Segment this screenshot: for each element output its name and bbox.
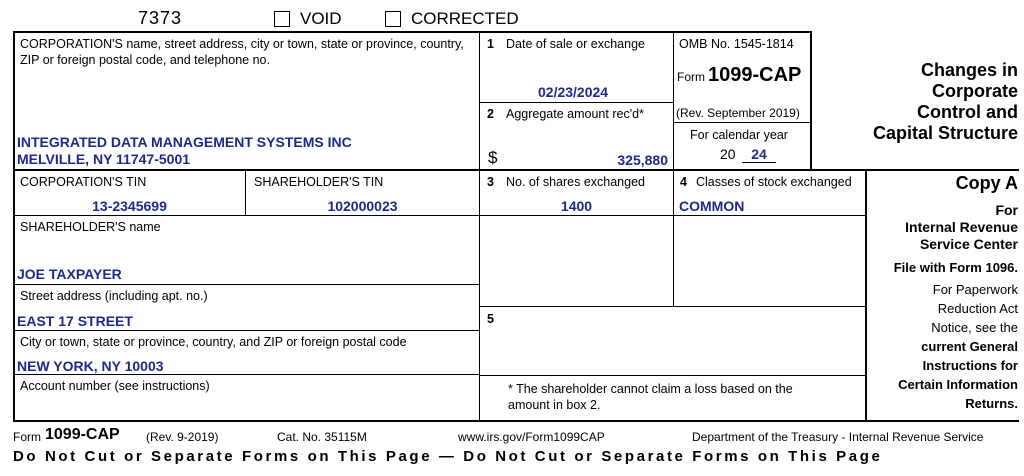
footnote-line-1: * The shareholder cannot claim a loss based on the bbox=[508, 382, 793, 396]
shareholder-name-value[interactable]: JOE TAXPAYER bbox=[17, 266, 122, 282]
footer-dept: Department of the Treasury - Internal Revenue Service bbox=[692, 430, 984, 444]
box1-label: Date of sale or exchange bbox=[506, 37, 645, 51]
box3-label: No. of shares exchanged bbox=[506, 175, 645, 189]
form-title bbox=[820, 60, 1018, 144]
account-number-label: Account number (see instructions) bbox=[20, 379, 210, 393]
calendar-year-value[interactable]: 24 bbox=[742, 146, 776, 163]
city-value[interactable]: NEW YORK, NY 10003 bbox=[17, 358, 164, 374]
box1-number: 1 bbox=[487, 37, 494, 51]
shareholder-tin-value[interactable]: 102000023 bbox=[327, 198, 398, 214]
copy-gen-2: Instructions for bbox=[922, 358, 1018, 373]
footer-url[interactable]: www.irs.gov/Form1099CAP bbox=[458, 430, 605, 444]
form-code: 7373 bbox=[138, 8, 183, 28]
footer-form-prefix: Form bbox=[13, 430, 41, 444]
copy-irs-2: Service Center bbox=[919, 236, 1018, 252]
copy-gen-1: current General bbox=[921, 339, 1018, 354]
box4-label: Classes of stock exchanged bbox=[696, 175, 852, 189]
copy-pra-1: For Paperwork bbox=[932, 282, 1018, 297]
box1-value[interactable]: 02/23/2024 bbox=[538, 84, 609, 100]
copy-gen-3: Certain Information bbox=[898, 377, 1018, 392]
title-line-3: Control and bbox=[917, 102, 1018, 122]
box3-value[interactable]: 1400 bbox=[560, 198, 593, 214]
omb-number: OMB No. 1545-1814 bbox=[679, 37, 794, 51]
footer-cat: Cat. No. 35115M bbox=[277, 430, 367, 444]
street-address-label: Street address (including apt. no.) bbox=[20, 289, 208, 303]
copy-panel bbox=[868, 172, 1018, 413]
void-checkbox[interactable] bbox=[274, 11, 290, 27]
copy-irs-1: Internal Revenue bbox=[905, 219, 1018, 235]
box5-number: 5 bbox=[487, 312, 494, 326]
corrected-checkbox[interactable] bbox=[385, 11, 401, 27]
footer-warning: Do Not Cut or Separate Forms on This Page — Do Not Cut or Separate Forms on This Page bbox=[13, 448, 883, 465]
copy-title: Copy A bbox=[955, 173, 1018, 193]
copy-for: For bbox=[995, 202, 1018, 218]
corporation-name: INTEGRATED DATA MANAGEMENT SYSTEMS INC bbox=[17, 134, 352, 150]
void-label: VOID bbox=[300, 9, 342, 28]
footer-form-name: 1099-CAP bbox=[45, 426, 120, 443]
omb-form-prefix: Form bbox=[677, 70, 705, 84]
corporation-label: CORPORATION'S name, street address, city or town, state or province, country, ZIP or foreign postal code, and telephone no. bbox=[20, 37, 464, 67]
corporation-city: MELVILLE, NY 11747-5001 bbox=[17, 151, 191, 167]
calendar-year-label: For calendar year bbox=[690, 128, 788, 142]
corporation-tin-value[interactable]: 13-2345699 bbox=[92, 198, 167, 214]
calendar-year-prefix: 20 bbox=[720, 146, 736, 162]
box2-value[interactable]: 325,880 bbox=[617, 152, 668, 168]
shareholder-tin-label: SHAREHOLDER'S TIN bbox=[254, 175, 384, 189]
city-label: City or town, state or province, country, and ZIP or foreign postal code bbox=[20, 335, 407, 349]
corrected-label: CORRECTED bbox=[411, 9, 519, 28]
footer-rev: (Rev. 9-2019) bbox=[146, 430, 219, 444]
box2-currency: $ bbox=[488, 148, 498, 167]
box4-value[interactable]: COMMON bbox=[679, 198, 745, 214]
box3-number: 3 bbox=[487, 175, 494, 189]
box2-label: Aggregate amount rec'd* bbox=[506, 107, 644, 121]
copy-gen-4: Returns. bbox=[965, 396, 1018, 411]
copy-pra-3: Notice, see the bbox=[931, 320, 1018, 335]
footnote-line-2: amount in box 2. bbox=[508, 398, 601, 412]
copy-file-with: File with Form 1096. bbox=[893, 260, 1018, 275]
box4-number: 4 bbox=[680, 175, 687, 189]
copy-pra-2: Reduction Act bbox=[937, 301, 1018, 316]
omb-revision: (Rev. September 2019) bbox=[676, 106, 800, 120]
omb-form-name: 1099-CAP bbox=[708, 64, 802, 86]
title-line-1: Changes in bbox=[920, 60, 1018, 80]
street-address-value[interactable]: EAST 17 STREET bbox=[17, 313, 133, 329]
corporation-tin-label: CORPORATION'S TIN bbox=[20, 175, 147, 189]
title-line-4: Capital Structure bbox=[872, 123, 1018, 143]
shareholder-name-label: SHAREHOLDER'S name bbox=[20, 220, 161, 234]
box2-number: 2 bbox=[487, 107, 494, 121]
title-line-2: Corporate bbox=[931, 81, 1018, 101]
